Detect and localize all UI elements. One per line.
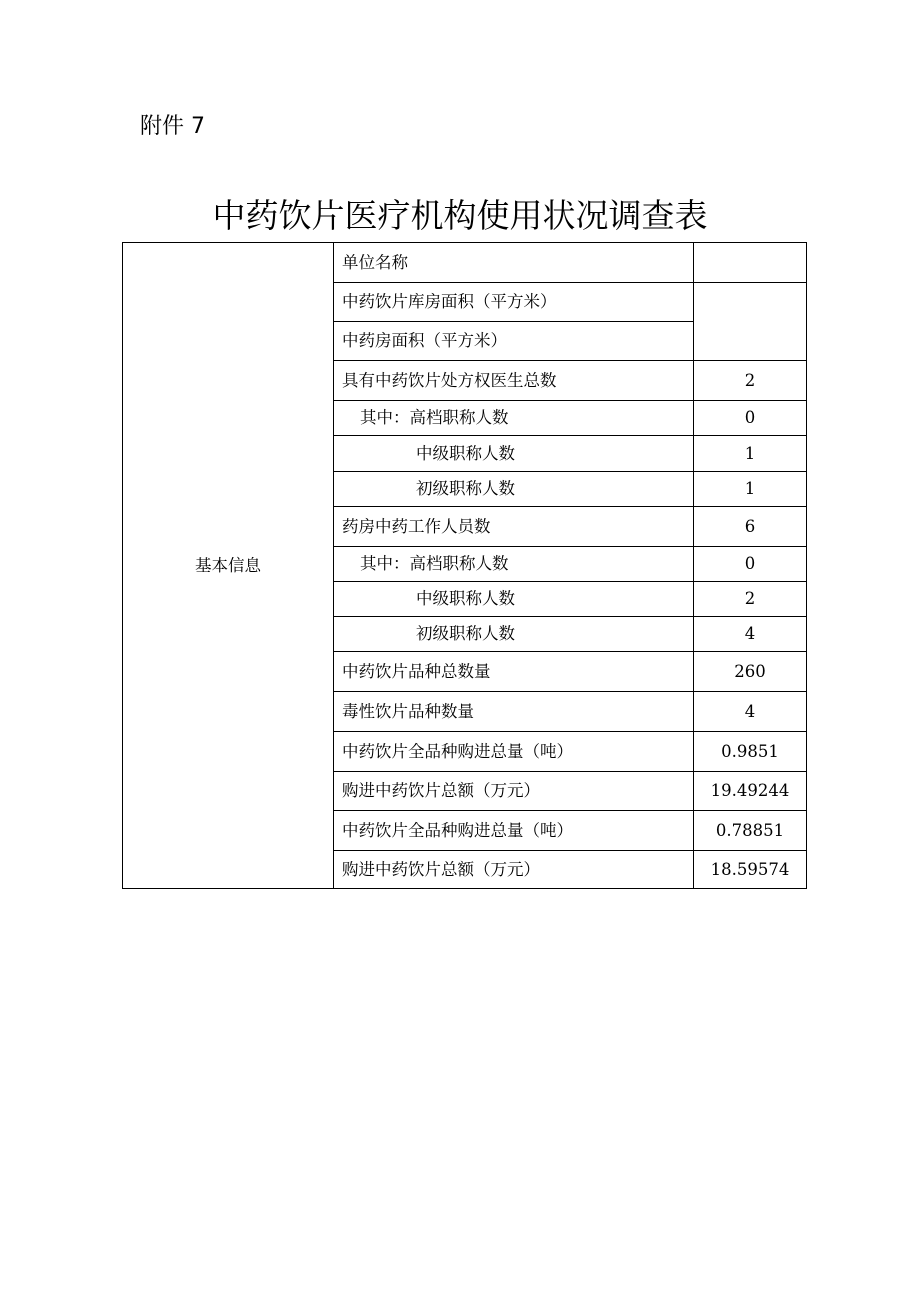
row-label-purchase-quantity-1: 中药饮片全品种购进总量（吨） xyxy=(334,732,694,772)
row-label-purchase-quantity-2: 中药饮片全品种购进总量（吨） xyxy=(334,811,694,851)
row-label-purchase-amount-1: 购进中药饮片总额（万元） xyxy=(334,772,694,811)
row-value-prescribing-doctors: 2 xyxy=(694,361,807,401)
document-title: 中药饮片医疗机构使用状况调查表 xyxy=(212,196,708,235)
row-value-unit-name xyxy=(694,243,807,283)
row-value-pharmacy-staff: 6 xyxy=(694,507,807,547)
row-value-area xyxy=(694,283,807,361)
section-label: 基本信息 xyxy=(123,243,334,889)
row-label-doctors-junior: 初级职称人数 xyxy=(334,472,694,507)
row-label-staff-intermediate: 中级职称人数 xyxy=(334,582,694,617)
row-label-pharmacy-area: 中药房面积（平方米） xyxy=(334,322,694,361)
survey-table xyxy=(122,242,807,889)
row-value-staff-junior: 4 xyxy=(694,617,807,652)
row-value-doctors-senior: 0 xyxy=(694,401,807,436)
row-label-storage-area: 中药饮片库房面积（平方米） xyxy=(334,283,694,322)
row-label-variety-total: 中药饮片品种总数量 xyxy=(334,652,694,692)
attachment-label: 附件 7 xyxy=(140,114,205,139)
row-value-purchase-quantity-2: 0.78851 xyxy=(694,811,807,851)
row-value-purchase-amount-2: 18.59574 xyxy=(694,851,807,889)
row-label-unit-name: 单位名称 xyxy=(334,243,694,283)
row-value-staff-intermediate: 2 xyxy=(694,582,807,617)
row-label-pharmacy-staff: 药房中药工作人员数 xyxy=(334,507,694,547)
row-label-prescribing-doctors: 具有中药饮片处方权医生总数 xyxy=(334,361,694,401)
table-row xyxy=(123,243,807,283)
row-value-variety-total: 260 xyxy=(694,652,807,692)
row-value-purchase-amount-1: 19.49244 xyxy=(694,772,807,811)
row-value-doctors-junior: 1 xyxy=(694,472,807,507)
row-label-toxic-variety: 毒性饮片品种数量 xyxy=(334,692,694,732)
row-label-doctors-senior: 其中：高档职称人数 xyxy=(334,401,694,436)
row-value-purchase-quantity-1: 0.9851 xyxy=(694,732,807,772)
row-value-doctors-intermediate: 1 xyxy=(694,436,807,472)
row-label-staff-junior: 初级职称人数 xyxy=(334,617,694,652)
row-label-purchase-amount-2: 购进中药饮片总额（万元） xyxy=(334,851,694,889)
row-value-staff-senior: 0 xyxy=(694,547,807,582)
row-label-doctors-intermediate: 中级职称人数 xyxy=(334,436,694,472)
row-label-staff-senior: 其中：高档职称人数 xyxy=(334,547,694,582)
row-value-toxic-variety: 4 xyxy=(694,692,807,732)
